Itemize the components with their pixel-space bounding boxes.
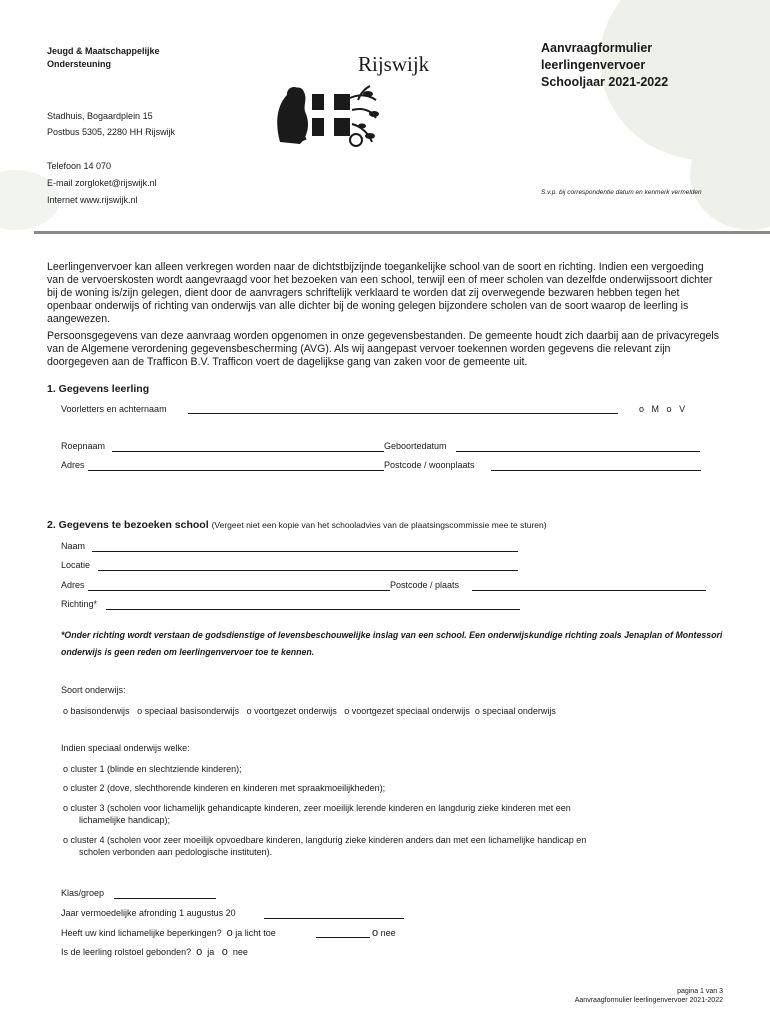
klas-groep-field[interactable] [114, 898, 216, 899]
option-cluster-2[interactable]: o cluster 2 (dove, slechthorende kinderen en kinderen met spraakmoeilijkheden); [63, 783, 386, 793]
phone: Telefoon 14 070 [47, 161, 112, 171]
gender-m-radio[interactable]: o M [639, 404, 660, 414]
option-voortgezet-onderwijs[interactable]: o voortgezet onderwijs [246, 706, 337, 716]
roepnaam-label: Roepnaam [61, 441, 106, 451]
department-name: Jeugd & Maatschappelijke Ondersteuning [47, 46, 160, 69]
klas-groep-label: Klas/groep [61, 888, 105, 898]
intro-paragraph-1: Leerlingenvervoer kan alleen verkregen worden naar de dichtstbijzijnde toegankelijke school van de soort en richting. Indien een vergoeding van de vervoerskosten wordt aangevraagd voor het bezoeken van een school, terwijl een of meer scholen van dezelfde onderwijssoort dichter bij de woning is/zijn gelegen, dient door de aanvragers schriftelijk verklaard te worden dat zij overwegende bezwaren hebben tegen het openbaar onderwijs of richting van onderwijs van alle dichter bij de woning gelegen bijzondere scholen van de soort waarop de leerling is aangewezen. [47, 261, 713, 325]
school-locatie-label: Locatie [61, 560, 91, 570]
initials-label: Voorletters en achternaam [61, 404, 167, 414]
school-postcode-field[interactable] [472, 590, 706, 591]
school-locatie-field[interactable] [98, 570, 518, 571]
geboortedatum-field[interactable] [456, 451, 700, 452]
speciaal-onderwijs-label: Indien speciaal onderwijs welke: [61, 743, 190, 753]
beperking-nee-radio[interactable]: o nee [372, 927, 396, 939]
school-adres-field[interactable] [88, 590, 390, 591]
initials-field[interactable] [188, 413, 618, 414]
email: E-mail zorgloket@rijswijk.nl [47, 178, 157, 188]
header-divider [34, 231, 770, 234]
school-naam-field[interactable] [92, 551, 518, 552]
reference-note: S.v.p. bij correspondentie datum en kenmerk vermelden [541, 189, 702, 196]
rolstoel-question: Is de leerling rolstoel gebonden? o ja o nee [61, 946, 248, 958]
school-adres-label: Adres [61, 580, 85, 590]
page-footer [520, 987, 723, 1005]
option-speciaal-basisonderwijs[interactable]: o speciaal basisonderwijs [137, 706, 240, 716]
soort-onderwijs-label: Soort onderwijs: [61, 685, 126, 695]
postcode-woonplaats-label: Postcode / woonplaats [384, 460, 475, 470]
section-2-note: (Vergeet niet een kopie van het schooladvies van de plaatsingscommissie mee te sturen) [211, 520, 547, 530]
beperking-ja-radio[interactable]: o ja licht toe [226, 927, 276, 939]
logo-text: Rijswijk [358, 52, 430, 76]
richting-label: Richting* [61, 599, 98, 609]
beperking-toelichting-field[interactable] [316, 937, 370, 938]
geboortedatum-label: Geboortedatum [384, 441, 447, 451]
soort-onderwijs-options [63, 705, 556, 717]
document-name: Aanvraagformulier leerlingenvervoer 2021-2022 [574, 997, 723, 1004]
option-voortgezet-speciaal-onderwijs[interactable]: o voortgezet speciaal onderwijs [344, 706, 470, 716]
option-cluster-4[interactable]: o cluster 4 (scholen voor zeer moeilijk opvoedbare kinderen, langdurig zieke kinderen anders dan met een lichamelijke handicap en scholen verbonden aan pedologische instituten). [63, 835, 587, 857]
address-line2: Postbus 5305, 2280 HH Rijswijk [47, 127, 176, 137]
section-2-heading: 2. Gegevens te bezoeken school (Vergeet niet een kopie van het schooladvies van de plaatsingscommissie mee te sturen) [47, 519, 547, 531]
roepnaam-field[interactable] [112, 451, 384, 452]
beperking-question: Heeft uw kind lichamelijke beperkingen? o ja licht toe [61, 927, 276, 939]
afronding-field[interactable] [264, 918, 404, 919]
intro-paragraph-2: Persoonsgegevens van deze aanvraag worden opgenomen in onze gegevensbestanden. De gemeente houdt zich daarbij aan de privacyregels van de Algemene verordening gegevensbescherming (AVG). Als wij aangepast vervoer toekennen worden gegevens die relevant zijn doorgegeven aan de Trafficon B.V. Trafficon voert de dagelijkse gang van zaken voor de gemeente uit. [47, 330, 719, 368]
section-1-heading: 1. Gegevens leerling [47, 383, 150, 395]
rolstoel-nee-radio[interactable]: o nee [221, 946, 248, 958]
afronding-label: Jaar vermoedelijke afronding 1 augustus 20 [61, 908, 236, 918]
internet: Internet www.rijswijk.nl [47, 195, 138, 205]
postcode-woonplaats-field[interactable] [491, 470, 701, 471]
school-naam-label: Naam [61, 541, 86, 551]
rijswijk-coat-of-arms-logo [272, 80, 384, 152]
option-cluster-1[interactable]: o cluster 1 (blinde en slechtziende kinderen); [63, 764, 242, 774]
adres-label: Adres [61, 460, 85, 470]
rolstoel-ja-radio[interactable]: o ja [196, 946, 215, 958]
option-basisonderwijs[interactable]: o basisonderwijs [63, 706, 130, 716]
school-postcode-label: Postcode / plaats [390, 580, 460, 590]
richting-footnote: *Onder richting wordt verstaan de godsdienstige of levensbeschouwelijke inslag van een school. Een onderwijskundige richting zoals Jenaplan of Montessori onderwijs is geen reden om leerlingenvervoer toe te kennen. [61, 630, 723, 657]
option-speciaal-onderwijs[interactable]: o speciaal onderwijs [474, 706, 556, 716]
gender-options [639, 404, 685, 414]
adres-field[interactable] [88, 470, 384, 471]
form-title: Aanvraagformulier leerlingenvervoer Schooljaar 2021-2022 [541, 41, 669, 89]
option-cluster-3[interactable]: o cluster 3 (scholen voor lichamelijk gehandicapte kinderen, zeer moeilijk lerende kinderen en langdurig zieke kinderen met een lichamelijke handicap); [63, 803, 571, 825]
richting-field[interactable] [106, 609, 520, 610]
address-line1: Stadhuis, Bogaardplein 15 [47, 111, 153, 121]
gender-v-radio[interactable]: o V [666, 404, 686, 414]
page-number: pagina 1 van 3 [677, 988, 723, 995]
